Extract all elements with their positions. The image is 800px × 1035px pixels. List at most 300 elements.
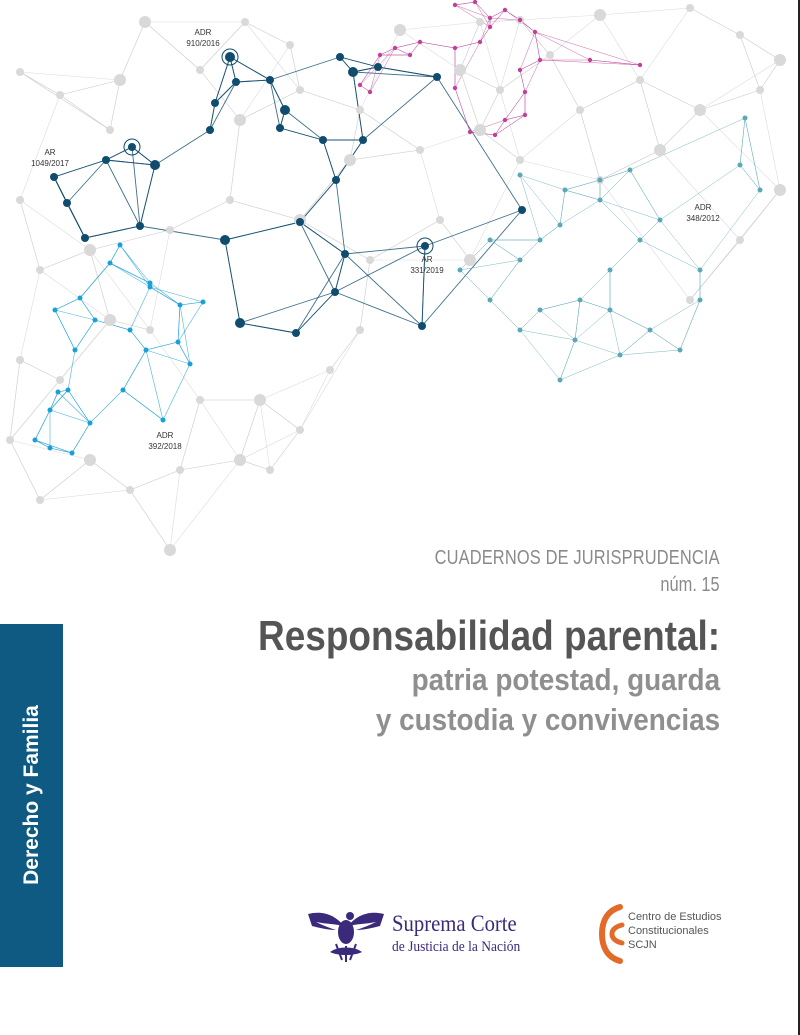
network-edge (55, 298, 80, 310)
network-node (538, 308, 543, 313)
network-edge (300, 90, 360, 110)
network-node (296, 218, 304, 226)
network-edge (350, 150, 420, 160)
network-node (146, 326, 154, 334)
network-edge (620, 350, 680, 355)
network-node (638, 238, 643, 243)
network-edge (475, 2, 490, 18)
network-node (164, 544, 176, 556)
network-edge (35, 410, 50, 440)
network-edge (140, 226, 225, 240)
network-edge (110, 80, 120, 130)
network-node (234, 114, 246, 126)
network-edge (535, 32, 540, 60)
network-edge (740, 118, 745, 165)
network-node (518, 258, 523, 263)
network-node (698, 268, 703, 273)
network-node (48, 446, 53, 451)
network-edge (520, 160, 600, 180)
network-node (533, 30, 537, 34)
network-node (654, 144, 666, 156)
network-node (63, 199, 71, 207)
title-main: Responsabilidad parental: (257, 612, 720, 659)
network-node (266, 466, 274, 474)
network-edge (340, 57, 378, 67)
network-edge (520, 175, 565, 190)
cec-emblem-icon (598, 903, 626, 965)
network-node (658, 218, 663, 223)
network-node (356, 326, 364, 334)
network-node (474, 124, 486, 136)
network-edge (690, 8, 740, 35)
network-edge (550, 55, 580, 110)
network-node (234, 454, 246, 466)
network-node (286, 41, 294, 49)
network-node (178, 303, 183, 308)
network-edge (180, 302, 203, 305)
network-edge (54, 177, 85, 238)
network-edge (285, 110, 323, 140)
network-edge (140, 165, 155, 226)
network-edge (520, 15, 600, 20)
network-label: AR (421, 255, 433, 264)
network-edge (600, 200, 640, 240)
network-edge (520, 330, 560, 380)
network-node (598, 178, 603, 183)
network-edge (460, 70, 480, 130)
network-edge (60, 80, 120, 95)
network-label: 331/2019 (410, 266, 444, 275)
network-edge (580, 80, 640, 110)
network-node (454, 64, 466, 76)
network-edge (500, 20, 520, 90)
network-edge (245, 22, 290, 45)
network-edge (20, 200, 40, 270)
network-node (743, 116, 748, 121)
network-node (636, 76, 644, 84)
network-edge (345, 254, 422, 326)
network-edge (640, 80, 660, 150)
cec-name-line-1: Centro de Estudios (628, 911, 722, 923)
network-node (176, 466, 184, 474)
network-node (608, 268, 613, 273)
network-edge (150, 287, 180, 305)
network-node (66, 388, 71, 393)
network-edge (270, 80, 285, 110)
network-edge (460, 70, 500, 90)
network-node (493, 133, 497, 137)
network-node (518, 328, 523, 333)
network-node (84, 454, 96, 466)
network-node (341, 250, 349, 258)
network-edge (520, 310, 540, 330)
network-edge (178, 305, 180, 342)
network-edge (360, 260, 370, 330)
network-node (436, 216, 444, 224)
network-edge (525, 60, 540, 92)
network-node (488, 25, 492, 29)
series-name: CUADERNOS DE JURISPRUDENCIA (434, 547, 720, 569)
network-node (36, 496, 44, 504)
network-edge (630, 118, 745, 170)
network-node (201, 300, 206, 305)
network-edge (600, 150, 660, 180)
network-node (235, 318, 245, 328)
network-edge (470, 160, 520, 260)
network-edge (180, 400, 200, 470)
network-node (608, 308, 613, 313)
network-edge (395, 48, 410, 55)
network-node (70, 451, 75, 456)
network-node (56, 390, 61, 395)
network-node (573, 338, 578, 343)
network-node (292, 329, 300, 337)
network-node (478, 40, 482, 44)
network-node (16, 356, 24, 364)
network-node (16, 196, 24, 204)
network-node (88, 421, 93, 426)
network-edge (575, 310, 610, 340)
network-edge (480, 22, 500, 90)
scjn-logo (306, 900, 546, 966)
network-edge (68, 390, 90, 423)
network-edge (260, 400, 300, 430)
network-node (102, 156, 110, 164)
network-node (226, 196, 234, 204)
network-node (421, 242, 429, 250)
network-node (518, 173, 523, 178)
network-edge (610, 310, 620, 355)
network-edge (490, 18, 520, 20)
network-node (758, 188, 763, 193)
network-edge (230, 200, 300, 220)
network-edge (90, 390, 123, 423)
network-node (128, 143, 136, 151)
network-node (738, 163, 743, 168)
network-edge (178, 302, 203, 342)
network-edge (20, 72, 60, 95)
network-edge (20, 200, 90, 250)
network-edge (363, 77, 437, 140)
network-edge (610, 240, 640, 270)
network-node (56, 376, 64, 384)
series-number: núm. 15 (660, 574, 720, 596)
cec-logo (598, 903, 738, 965)
network-edge (565, 180, 600, 190)
network-node (114, 74, 126, 86)
network-edge (540, 310, 575, 340)
network-edge (600, 15, 640, 80)
network-node (206, 126, 214, 134)
network-node (232, 78, 240, 86)
network-node (81, 234, 89, 242)
network-node (638, 63, 642, 67)
network-edge (660, 220, 700, 270)
network-edge (660, 150, 740, 240)
network-label: 348/2012 (686, 214, 720, 223)
eagle-icon (306, 900, 386, 966)
title-subtitle-line-2: y custodia y convivencias (375, 702, 720, 737)
network-node (476, 18, 484, 26)
network-node (698, 298, 703, 303)
network-edge (300, 220, 370, 260)
network-node (503, 8, 507, 12)
network-node (453, 86, 457, 90)
network-node (736, 31, 744, 39)
network-label: 1049/2017 (31, 159, 69, 168)
network-edge (170, 470, 180, 550)
network-edge (20, 72, 120, 80)
network-node (736, 236, 744, 244)
network-node (473, 0, 477, 4)
network-node (488, 16, 492, 20)
network-node (563, 188, 568, 193)
network-node (518, 18, 522, 22)
network-edge (437, 77, 522, 210)
scjn-name-line-2: de Justicia de la Nación (392, 939, 521, 955)
network-node (211, 99, 219, 107)
network-node (374, 63, 382, 71)
network-node (108, 261, 113, 266)
network-edge (260, 400, 270, 470)
network-edge (230, 120, 240, 200)
network-edge (520, 110, 580, 160)
network-node (296, 426, 304, 434)
network-edge (650, 330, 680, 350)
network-edge (90, 460, 130, 490)
network-node (546, 51, 554, 59)
network-edge (75, 320, 95, 350)
network-edge (323, 140, 336, 180)
network-edge (270, 430, 300, 470)
network-edge (132, 147, 140, 226)
network-edge (700, 110, 780, 190)
network-edge (163, 364, 190, 420)
network-edge (150, 230, 170, 330)
network-edge (490, 260, 520, 300)
network-node (276, 124, 284, 132)
network-edge (620, 330, 650, 355)
network-edge (72, 423, 90, 453)
network-edge (580, 270, 610, 300)
network-node (73, 348, 78, 353)
network-edge (170, 200, 230, 230)
network-node (176, 340, 181, 345)
network-node (344, 154, 356, 166)
network-edge (20, 270, 40, 360)
network-node (319, 136, 327, 144)
network-node (538, 238, 543, 243)
network-edge (85, 226, 140, 238)
network-node (694, 104, 706, 116)
network-edge (640, 80, 700, 110)
network-edge (495, 115, 525, 135)
network-node (84, 244, 96, 256)
network-edge (240, 400, 260, 460)
network-node (196, 396, 204, 404)
network-edge (560, 190, 565, 225)
network-edge (495, 120, 505, 135)
network-node (576, 106, 584, 114)
network-node (628, 168, 633, 173)
cec-name-line-2: Constitucionales (628, 925, 709, 937)
network-edge (560, 355, 620, 380)
series-block (372, 547, 720, 597)
network-node (503, 118, 507, 122)
network-edge (490, 10, 505, 18)
network-node (468, 130, 472, 134)
network-node (433, 73, 441, 81)
network-edge (200, 70, 240, 120)
network-node (416, 146, 424, 154)
network-edge (600, 8, 690, 15)
network-edge (330, 330, 360, 370)
network-edge (575, 300, 580, 340)
network-edge (180, 460, 240, 470)
network-node (594, 9, 606, 21)
network-edge (520, 175, 560, 225)
network-edge (130, 287, 150, 330)
network-node (161, 418, 166, 423)
network-node (128, 328, 133, 333)
network-node (558, 223, 563, 228)
network-edge (745, 118, 760, 190)
network-node (220, 235, 230, 245)
network-edge (580, 300, 610, 310)
network-edge (240, 430, 300, 460)
network-edge (260, 370, 330, 400)
network-node (336, 53, 344, 61)
network-edge (40, 250, 90, 270)
network-edge (480, 130, 520, 160)
network-edge (90, 230, 170, 250)
network-edge (455, 42, 480, 48)
network-node (368, 90, 372, 94)
network-node (774, 184, 786, 196)
network-node (453, 3, 457, 7)
network-node (538, 58, 542, 62)
network-node (516, 156, 524, 164)
network-node (121, 388, 126, 393)
network-node (488, 238, 493, 243)
network-node (453, 46, 457, 50)
network-edge (420, 150, 440, 220)
network-edge (150, 330, 200, 400)
network-edge (20, 360, 60, 380)
network-label: AR (44, 148, 56, 157)
network-edge (580, 110, 600, 180)
network-node (686, 4, 694, 12)
network-edge (600, 180, 690, 300)
network-node (16, 68, 24, 76)
network-edge (700, 190, 760, 270)
network-edge (300, 222, 335, 292)
network-edge (680, 300, 700, 350)
network-node (36, 266, 44, 274)
network-edge (460, 270, 490, 300)
network-node (648, 328, 653, 333)
network-edge (565, 190, 600, 200)
cec-name-line-3: SCJN (628, 939, 657, 951)
network-node (356, 106, 364, 114)
network-edge (110, 245, 120, 263)
network-edge (740, 35, 780, 60)
network-node (523, 113, 527, 117)
network-node (518, 68, 522, 72)
network-edge (575, 340, 620, 355)
network-node (378, 53, 382, 57)
network-edge (146, 342, 178, 350)
network-edge (740, 35, 760, 90)
network-node (50, 173, 58, 181)
network-node (458, 268, 463, 273)
network-node (104, 314, 116, 326)
network-edge (10, 360, 20, 440)
network-edge (236, 80, 270, 82)
network-edge (640, 240, 700, 270)
network-node (106, 126, 114, 134)
network-node (358, 83, 362, 87)
network-node (48, 408, 53, 413)
network-node (464, 254, 476, 266)
network-node (588, 58, 592, 62)
network-edge (455, 88, 470, 132)
network-node (774, 54, 786, 66)
network-edge (640, 8, 690, 80)
book-title (195, 612, 720, 740)
network-edge (68, 350, 75, 390)
network-node (188, 362, 193, 367)
network-edge (490, 300, 520, 330)
network-node (359, 136, 367, 144)
network-label: ADR (694, 203, 712, 212)
network-node (144, 348, 149, 353)
network-edge (600, 170, 630, 180)
network-edge (335, 254, 345, 292)
network-edge (400, 22, 480, 30)
network-node (518, 206, 526, 214)
network-edge (225, 240, 240, 323)
network-edge (600, 170, 630, 200)
network-edge (560, 340, 575, 380)
network-node (166, 226, 174, 234)
network-edge (130, 330, 146, 350)
network-node (366, 256, 374, 264)
network-node (241, 18, 249, 26)
network-edge (300, 222, 345, 254)
network-edge (225, 222, 300, 240)
network-node (331, 288, 339, 296)
network-edge (50, 392, 58, 410)
network-label: ADR (156, 431, 174, 440)
network-edge (300, 330, 360, 430)
network-node (118, 243, 123, 248)
network-node (394, 24, 406, 36)
network-edge (535, 32, 590, 60)
collection-label: Derecho y Familia (20, 705, 43, 885)
network-edge (540, 225, 560, 240)
network-node (33, 438, 38, 443)
network-label: ADR (194, 28, 212, 37)
network-node (686, 296, 694, 304)
scjn-name-line-1: Suprema Corte (392, 911, 517, 936)
network-node (266, 76, 274, 84)
network-edge (280, 128, 323, 140)
network-edge (353, 72, 363, 140)
network-edge (130, 470, 180, 490)
network-edge (740, 165, 760, 190)
network-node (408, 53, 412, 57)
